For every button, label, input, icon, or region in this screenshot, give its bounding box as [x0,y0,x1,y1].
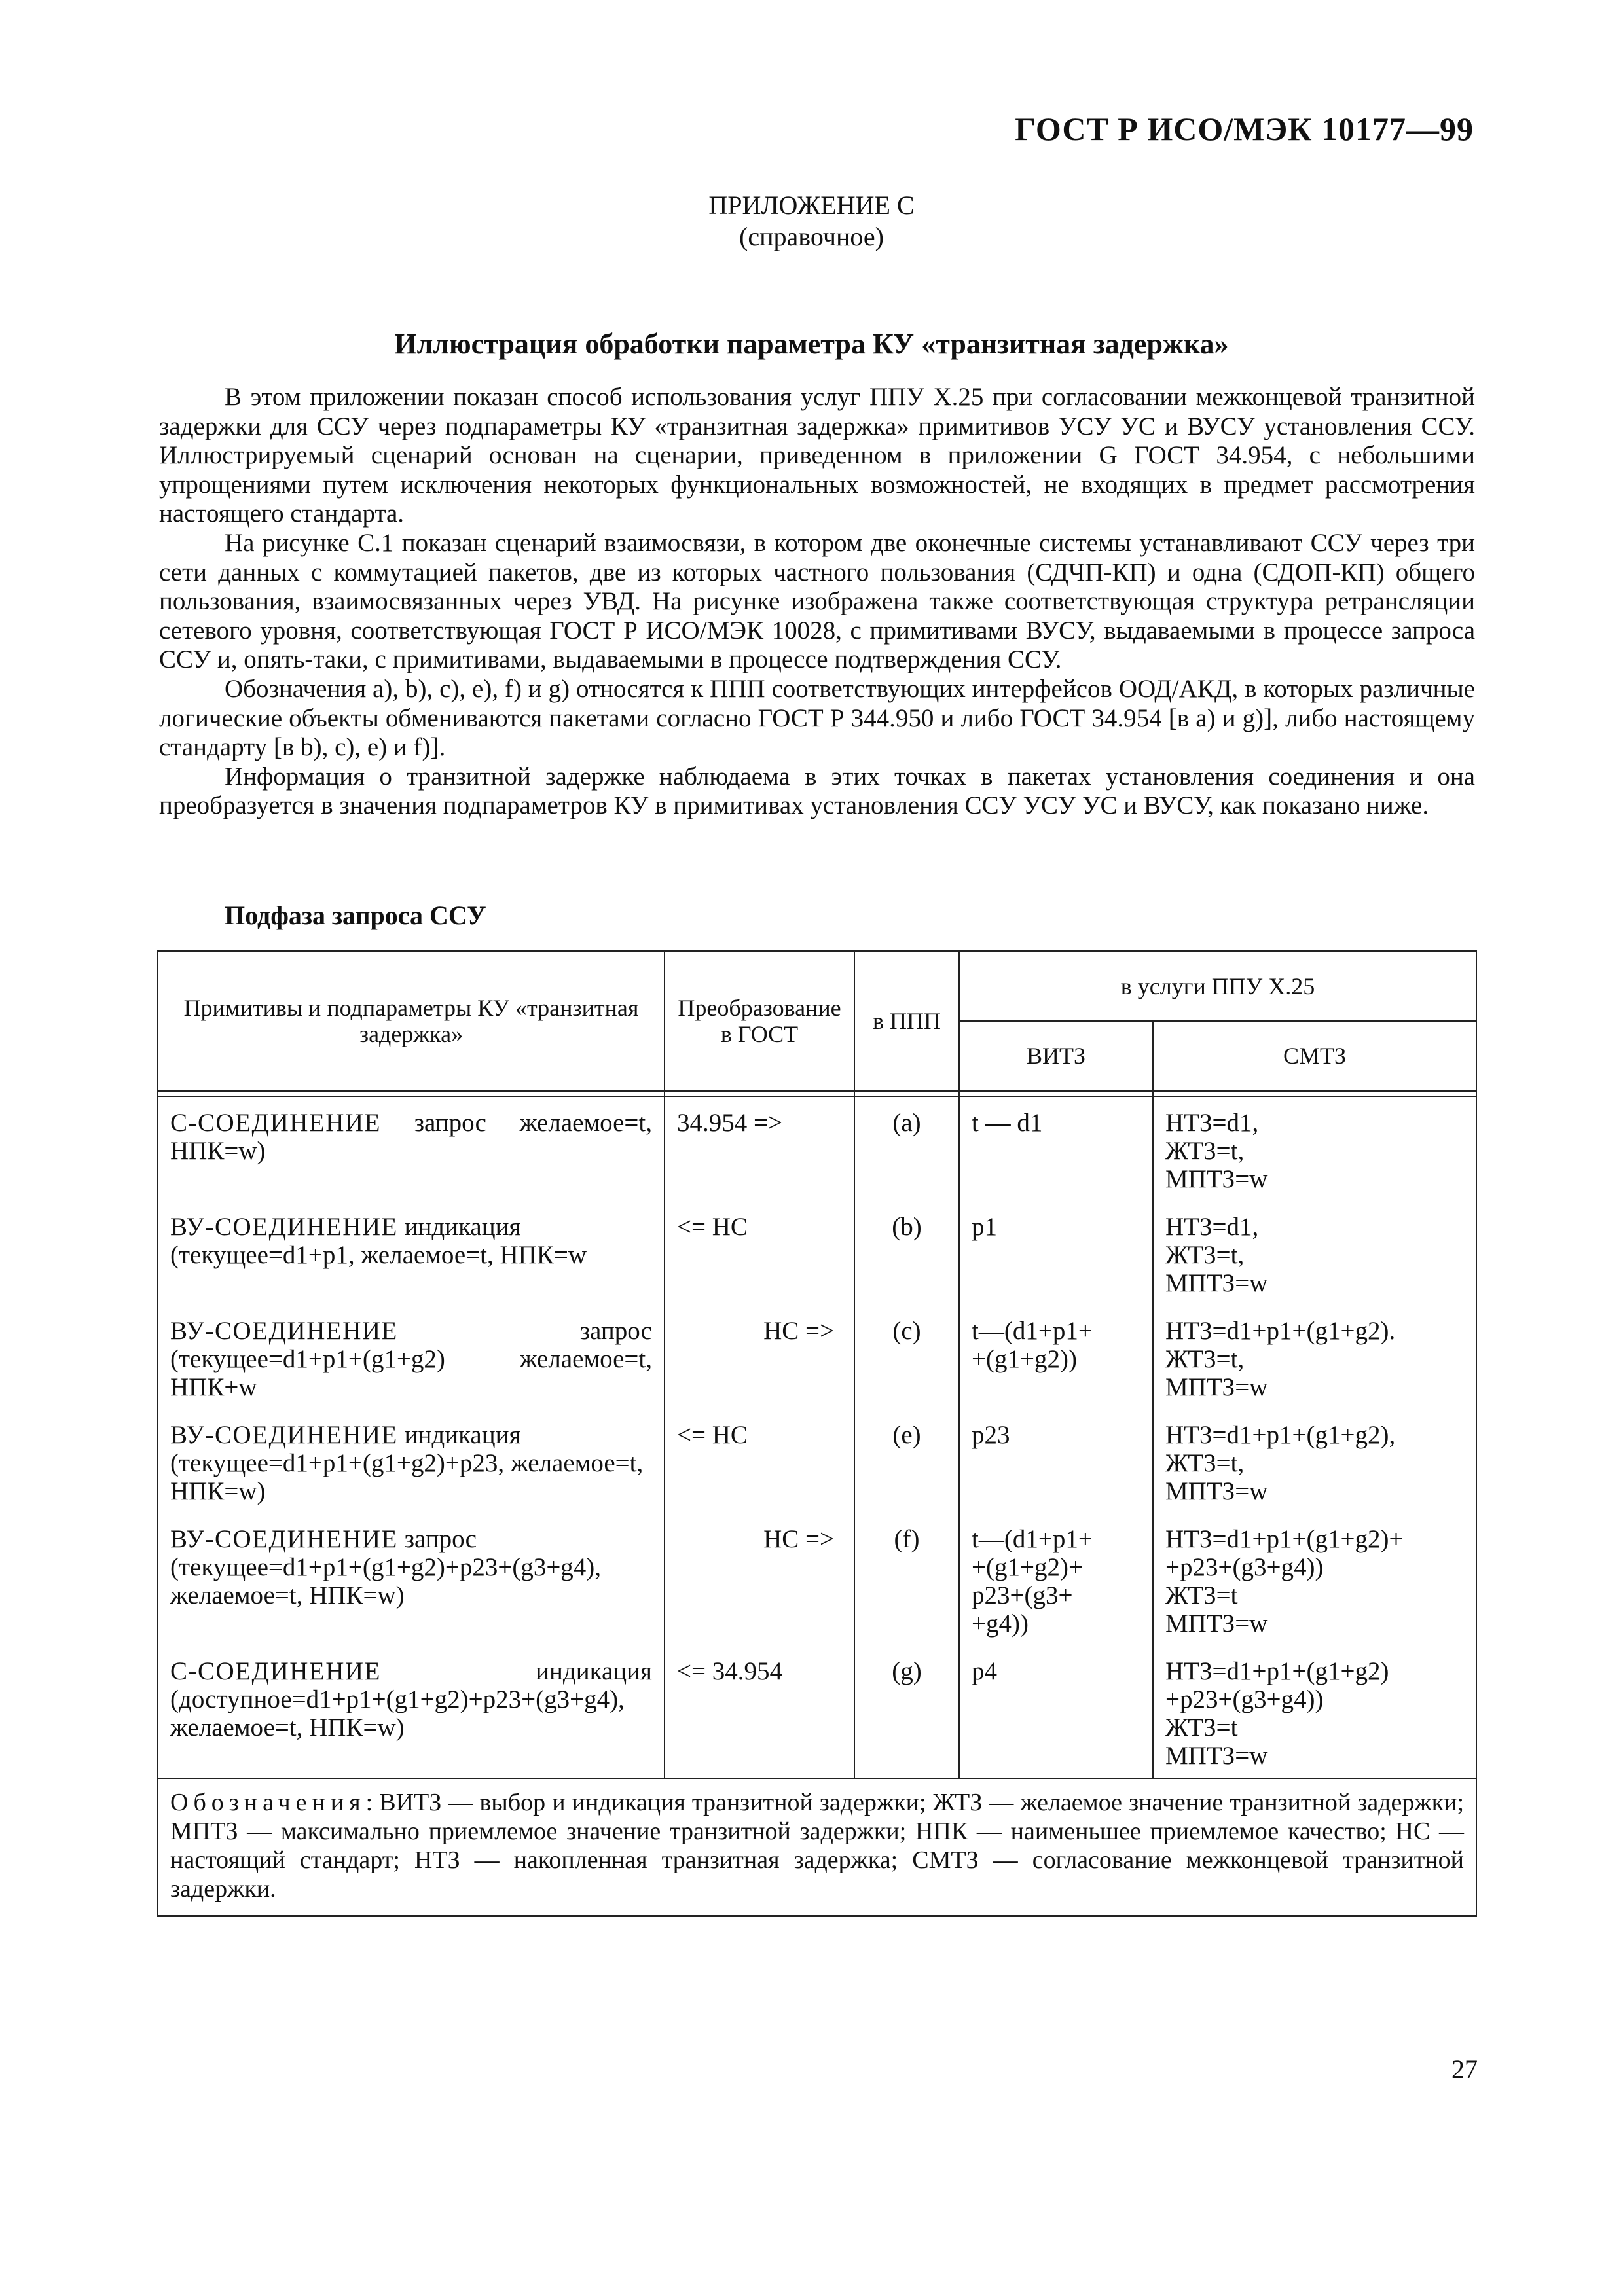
cell-ppp: (c) [854,1305,959,1409]
qos-table [157,950,1477,1917]
cell-primitive [158,1645,665,1778]
primitive-name: ВУ-СОЕДИНЕНИЕ [170,1317,398,1345]
table-header-row [158,952,1476,1022]
body-text [159,383,1475,821]
cell-vitz: p1 [959,1201,1153,1305]
primitive-params: запрос (текущее=d1+p1+(g1+g2) желаемое=t, НПК+w [170,1317,652,1401]
cell-vitz: p23 [959,1409,1153,1513]
paragraph: В этом приложении показан способ использования услуг ППУ Х.25 при согласовании межконцевой транзитной задержки для ССУ через подпараметры КУ «транзитная задержка» примитивов УСУ УС и ВУСУ установления ССУ. Иллюстрируемый сценарий основан на сценарии, приведенном в приложении G ГОСТ 34.954, с небольшими упрощениями путем исключения некоторых функциональных возможностей, не входящих в предмет рассмотрения настоящего стандарта. [159,383,1475,528]
cell-conversion: НС => [665,1305,854,1409]
primitive-name: ВУ-СОЕДИНЕНИЕ [170,1421,398,1449]
section-heading: Иллюстрация обработки параметра КУ «транзитная задержка» [394,328,1229,360]
header-x25-services: в услуги ППУ Х.25 [959,952,1476,1022]
table-row [158,1513,1476,1645]
primitive-name: С-СОЕДИНЕНИЕ [170,1657,381,1685]
notes-label: Обозначения [170,1789,366,1816]
table-row [158,1096,1476,1201]
cell-primitive [158,1409,665,1513]
primitive-params: индикация (текущее=d1+p1+(g1+g2)+p23, желаемое=t, НПК=w) [170,1421,644,1505]
cell-vitz: p4 [959,1645,1153,1778]
table-row [158,1409,1476,1513]
notes-text: : ВИТЗ — выбор и индикация транзитной задержки; ЖТЗ — желаемое значение транзитной задержки; МПТЗ — максимально приемлемое значение транзитной задержки; НПК — наименьшее приемлемое качество; НС — настоящий стандарт; НТЗ — накопленная транзитная задержка; СМТЗ — согласование межконцевой транзитной задержки. [170,1789,1464,1903]
cell-primitive [158,1513,665,1645]
cell-primitive [158,1305,665,1409]
paragraph: Обозначения a), b), c), e), f) и g) относятся к ППП соответствующих интерфейсов ООД/АКД, в которых различные логические объекты обмениваются пакетами согласно ГОСТ Р 344.950 и либо ГОСТ 34.954 [в a) и g)], либо настоящему стандарту [в b), c), e) и f)]. [159,674,1475,762]
appendix-title [0,190,1623,253]
cell-conversion: НС => [665,1513,854,1645]
page-number: 27 [1451,2054,1478,2084]
cell-conversion: 34.954 => [665,1096,854,1201]
header-conversion: Преобразование в ГОСТ [665,952,854,1091]
cell-smtz: НТЗ=d1+p1+(g1+g2)+ +p23+(g3+g4)) ЖТЗ=t МПТЗ=w [1153,1513,1476,1645]
header-primitives: Примитивы и подпараметры КУ «транзитная задержка» [158,952,665,1091]
primitive-params: индикация (доступное=d1+p1+(g1+g2)+p23+(g3+g4), желаемое=t, НПК=w) [170,1657,652,1742]
primitive-name: ВУ-СОЕДИНЕНИЕ [170,1213,398,1241]
cell-conversion: <= НС [665,1201,854,1305]
cell-ppp: (f) [854,1513,959,1645]
paragraph: Информация о транзитной задержке наблюдаема в этих точках в пакетах установления соединения и она преобразуется в значения подпараметров КУ в примитивах установления ССУ УСУ УС и ВУСУ, как показано ниже. [159,762,1475,820]
header-gap [158,1091,1476,1097]
cell-smtz: НТЗ=d1+p1+(g1+g2), ЖТЗ=t, МПТЗ=w [1153,1409,1476,1513]
primitive-params: запрос желаемое=t, НПК=w) [170,1109,652,1165]
cell-vitz: t—(d1+p1+ +(g1+g2)+ p23+(g3+ +g4)) [959,1513,1153,1645]
cell-ppp: (b) [854,1201,959,1305]
header-smtz: СМТЗ [1153,1021,1476,1091]
cell-smtz: НТЗ=d1, ЖТЗ=t, МПТЗ=w [1153,1096,1476,1201]
header-vitz: ВИТЗ [959,1021,1153,1091]
cell-smtz: НТЗ=d1+p1+(g1+g2) +p23+(g3+g4)) ЖТЗ=t МПТЗ=w [1153,1645,1476,1778]
primitive-params: запрос (текущее=d1+p1+(g1+g2)+p23+(g3+g4), желаемое=t, НПК=w) [170,1525,602,1609]
table-subheading: Подфаза запроса ССУ [225,901,486,930]
primitive-name: ВУ-СОЕДИНЕНИЕ [170,1525,398,1553]
cell-smtz: НТЗ=d1+p1+(g1+g2). ЖТЗ=t, МПТЗ=w [1153,1305,1476,1409]
cell-conversion: <= НС [665,1409,854,1513]
table-notes [158,1778,1476,1916]
cell-ppp: (a) [854,1096,959,1201]
cell-vitz: t — d1 [959,1096,1153,1201]
cell-ppp: (g) [854,1645,959,1778]
primitive-name: С-СОЕДИНЕНИЕ [170,1109,381,1137]
cell-primitive [158,1201,665,1305]
table-row [158,1305,1476,1409]
cell-primitive [158,1096,665,1201]
header-ppp: в ППП [854,952,959,1091]
table-notes-row [158,1778,1476,1916]
cell-smtz: НТЗ=d1, ЖТЗ=t, МПТЗ=w [1153,1201,1476,1305]
document-header: ГОСТ Р ИСО/МЭК 10177—99 [1015,111,1474,147]
primitive-params: индикация (текущее=d1+p1, желаемое=t, НПК=w [170,1213,587,1269]
table-row [158,1201,1476,1305]
paragraph: На рисунке С.1 показан сценарий взаимосвязи, в котором две оконечные системы устанавливают ССУ через три сети данных с коммутацией пакетов, две из которых частного пользования (СДЧП-КП) и одна (СДОП-КП) общего пользования, взаимосвязанных через УВД. На рисунке изображена также соответствующая структура ретрансляции сетевого уровня, соответствующая ГОСТ Р ИСО/МЭК 10028, с примитивами ВУСУ, выдаваемыми в процессе запроса ССУ и, опять-таки, с примитивами, выдаваемыми в процессе подтверждения ССУ. [159,528,1475,674]
cell-vitz: t—(d1+p1+ +(g1+g2)) [959,1305,1153,1409]
table-row [158,1645,1476,1778]
cell-ppp: (e) [854,1409,959,1513]
appendix-label: ПРИЛОЖЕНИЕ С [708,190,915,220]
appendix-subtitle: (справочное) [739,222,884,251]
cell-conversion: <= 34.954 [665,1645,854,1778]
